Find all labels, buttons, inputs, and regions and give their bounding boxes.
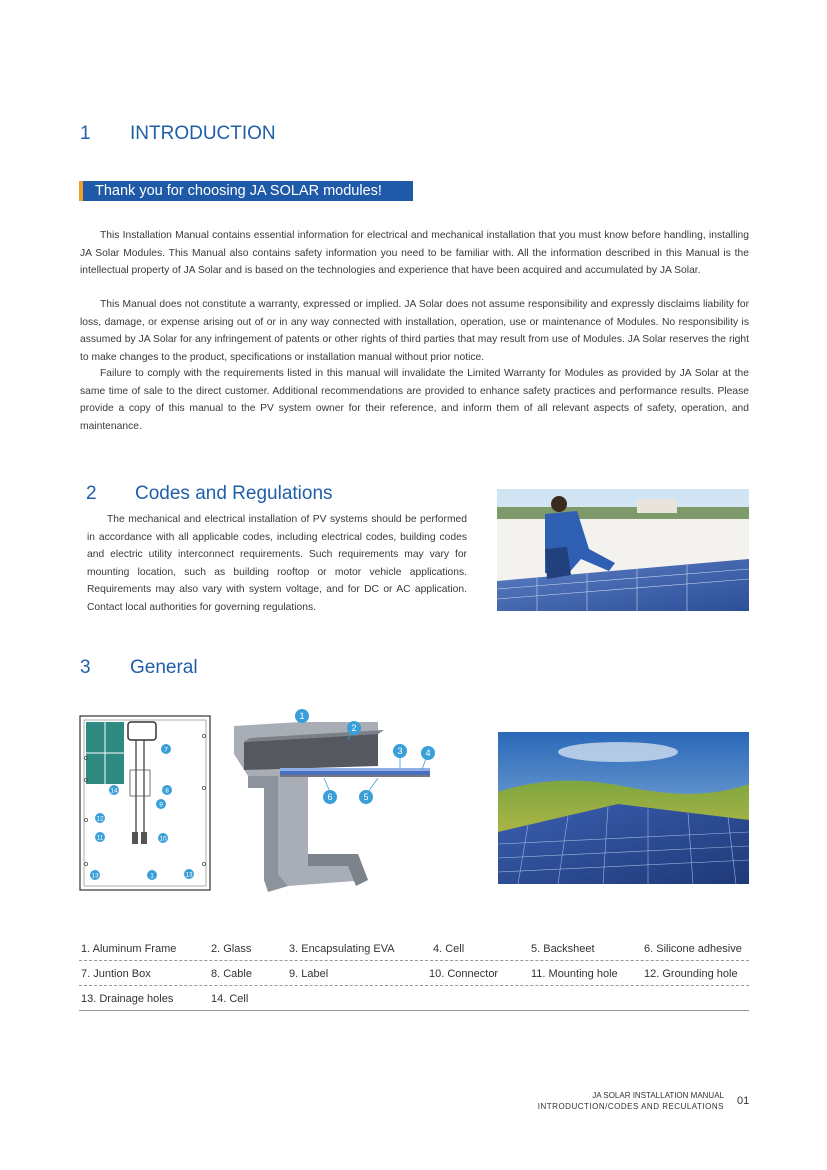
page-number: 01 (737, 1095, 750, 1107)
section-1-heading (80, 123, 380, 147)
section-2-number: 2 (86, 483, 97, 504)
legend-row-3 (79, 986, 749, 1011)
legend-item: 10. Connector (429, 968, 499, 980)
section-3-heading (80, 657, 280, 681)
section-1-title: INTRODUCTION (130, 123, 276, 144)
legend-item: 12. Grounding hole (644, 968, 738, 980)
callout-module-11: 11 (96, 834, 104, 842)
section-3-number: 3 (80, 657, 91, 678)
legend-item: 4. Cell (433, 943, 465, 955)
legend-item: 1. Aluminum Frame (81, 943, 177, 955)
callout-module-13a: 13 (91, 872, 99, 880)
legend-item: 14. Cell (211, 993, 249, 1005)
installer-photo (497, 489, 749, 611)
callout-module-14: 14 (110, 787, 118, 795)
intro-paragraph-2: This Manual does not constitute a warranty, expressed or implied. JA Solar does not assume responsibility and expressly disclaims liability for loss, damage, or expense arising out of or in any way connected with installation, operation, use or maintenance of Modules. No responsibility is assumed by JA Solar for any infringement of patents or other rights of third parties that may result from use of Modules. JA Solar reserves the right to make changes to the product, specifications or installation manual without prior notice. (80, 299, 749, 363)
callout-cross-3: 3 (397, 746, 403, 757)
callout-module-13b: 13 (185, 871, 193, 879)
callout-cross-2: 2 (351, 723, 357, 734)
callout-module-1: 1 (150, 872, 154, 880)
legend-item: 2. Glass (211, 943, 252, 955)
legend-item: 3. Encapsulating EVA (289, 943, 395, 955)
legend-item: 6. Silicone adhesive (644, 943, 742, 955)
section-2-title: Codes and Regulations (135, 483, 333, 504)
section-3-title: General (130, 657, 198, 678)
codes-paragraph: The mechanical and electrical installation of PV systems should be performed in accordance with all applicable codes, including electrical codes, building codes and electric utility interconnect requirements. Such requirements may vary for mounting location, such as building rooftop or motor vehicle applications. Requirements may also vary with system voltage, and for DC or AC application. Contact local authorities for governing regulations. (87, 514, 467, 613)
callout-cross-5: 5 (363, 792, 369, 803)
section-2-heading (86, 483, 416, 507)
module-back-diagram (78, 714, 212, 892)
callout-cross-6: 6 (327, 792, 333, 803)
legend-item: 13. Drainage holes (81, 993, 174, 1005)
callout-module-12: 12 (96, 815, 104, 823)
callout-module-9: 9 (159, 801, 163, 809)
legend-row-2 (79, 961, 749, 986)
callout-module-10: 10 (159, 835, 167, 843)
legend-row-1 (79, 936, 749, 961)
footer-subtitle: INTRODUCTION/CODES AND RECULATIONS (537, 1102, 724, 1111)
frame-cross-section-diagram (228, 704, 448, 896)
callout-cross-4: 4 (425, 748, 431, 759)
callout-module-7: 7 (164, 746, 168, 754)
legend-item: 7. Juntion Box (81, 968, 151, 980)
solar-field-photo (498, 732, 749, 884)
intro-paragraph-3: Failure to comply with the requirements listed in this manual will invalidate the Limited Warranty for Modules as provided by JA Solar at the same time of sale to the direct customer. Additional recommendations are provided to enhance safety practices and performance results. Please provide a copy of this manual to the PV system owner for their reference, and inform them of all relevant aspects of safety, operation, and maintenance. (80, 368, 749, 432)
callout-cross-1: 1 (299, 711, 305, 722)
footer-title: JA SOLAR INSTALLATION MANUAL (592, 1091, 724, 1100)
callout-module-8: 8 (165, 787, 169, 795)
legend-item: 11. Mounting hole (531, 968, 618, 980)
intro-paragraph-1: This Installation Manual contains essential information for electrical and mechanical installation that you must know before handling, installing JA Solar Modules. This Manual also contains safety information you need to be familiar with. All the information described in this Manual is the intellectual property of JA Solar and is based on the technologies and experience that have been acquired and accumulated by JA Solar. (80, 230, 749, 276)
legend-item: 9. Label (289, 968, 329, 980)
legend-item: 8. Cable (211, 968, 252, 980)
legend-item: 5. Backsheet (531, 943, 595, 955)
component-legend (79, 936, 749, 1011)
section-1-number: 1 (80, 123, 91, 144)
thank-you-banner: Thank you for choosing JA SOLAR modules! (79, 181, 413, 201)
